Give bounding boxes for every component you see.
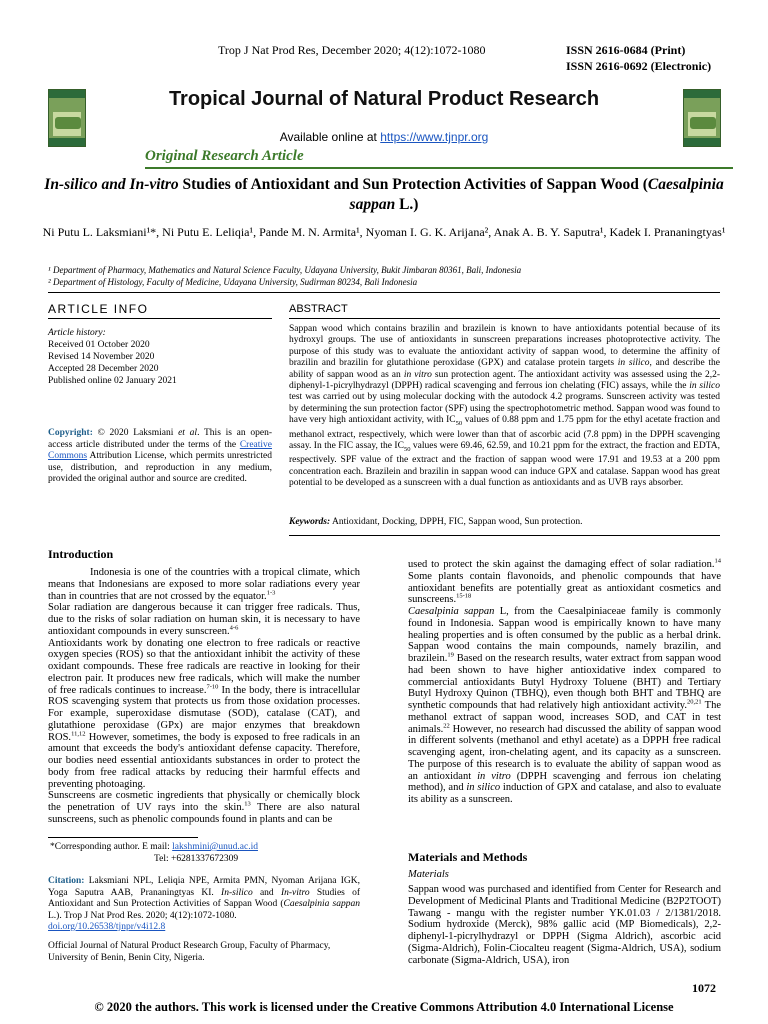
header-divider bbox=[145, 167, 733, 169]
paper-title: In-silico and In-vitro Studies of Antioxidant and Sun Protection Activities of Sappan Wood (Caesalpinia sappan L.) bbox=[44, 176, 724, 213]
introduction-continued: used to protect the skin against the damaging effect of solar radiation.$^{14}$ Some plants contain flavonoids, and phenolic compounds that have antioxidant benefits are potentially great as antioxidant cosmetics and sunscreens.$^{15-18}$ Caesalpinia sappan L, from the Caesalpiniaceae family is commonly found in Indonesia. Sappan wood is empirically known to have many healing properties and is often consumed by the public as a herbal drink. Sappan wood contains the main compounds, namely brazilin, and brazilein.$^{19}$ Based on the research results, water extract from sappan wood had been shown to have higher antioxidative index compared to commercial antioxidants Butyl Hydroxy Toluene (BHT) and Tertiary Butyl Hydroxy Quinon (TBHQ), even though both BHT and TBHQ are synthetic compounds that had relatively high antioxidant activity.$^{20,21}$ The methanol extract of sappan wood, increases SOD, and CAT in test animals.$^{22}$ However, no research had discussed the ability of sappan wood in different solvents (methanol and ethyl acetate) as a DPPH free radical scavenging agent, iron-chelating agent, and its capacity as a sunscreen. The purpose of this research is to evaluate the ability of sappan wood as an antioxidant in vitro (DPPH scavenging and ferrous ion chelating method), and in silico induction of GPX and catalase, and also to evaluate its ability as a sunscreen. bbox=[408, 557, 722, 805]
article-history: Article history: Received 01 October 2020 Revised 14 November 2020 Accepted 28 December 2020 Published online 02 January 2021 bbox=[48, 328, 177, 386]
citation-block: Citation: Laksmiani NPL, Leliqia NPE, Armita PMN, Nyoman Arijana IGK, Yoga Saputra AAB, Prananingtyas KI. In-silico and In-vitro Studies of Antioxidant and Sun Protection Activities of Sappan Wood (Caesalpinia sappan L.). Trop J Nat Prod Res. 2020; 4(12):1072-1080. doi.org/10.26538/tjnpr/v4i12.8 bbox=[48, 876, 361, 932]
page-number: 1072 bbox=[692, 981, 716, 995]
article-info-heading: ARTICLE INFO bbox=[48, 302, 149, 316]
affiliation-1: ¹ Department of Pharmacy, Mathematics and Natural Science Faculty, Udayana University, Bukit Jimbaran 80361, Bali, Indonesia bbox=[48, 265, 522, 275]
footnote-divider bbox=[48, 837, 198, 838]
doi-link[interactable]: doi.org/10.26538/tjnpr/v4i12.8 bbox=[48, 922, 166, 932]
journal-title: Tropical Journal of Natural Product Research bbox=[168, 88, 600, 110]
affiliation-2: ² Department of Histology, Faculty of Medicine, Udayana University, Sudirman 80234, Bali Indonesia bbox=[48, 277, 418, 287]
introduction-text: Indonesia is one of the countries with a tropical climate, which means that Indonesians are exposed to more solar radiations every year than in countries that are not crossed by the equator.$^{1-3}$ Solar radiation are dangerous because it can trigger free radicals. Thus, due to the risks of solar radiation on human skin, it is necessary to have antioxidant compounds in every sunscreen.$^{4-6}$ Antioxidants work by donating one electron to free radicals or reactive oxygen species (ROS) so that the antioxidant inhibit the activity of these oxidant compounds. These free radicals are reactive in looking for their electron pair. It produces new free radicals, which will make the number of free radicals continues to increase.$^{7-10}$ In the body, there is intracellular ROS scavenging system that protects us from those oxidation processes. For example, superoxidase dismutase (SOD), catalase (CAT), and glutathione peroxidase (GPx) are major enzymes that breakdown ROS.$^{11,12}$ However, sometimes, the body is exposed to free radicals in an amount that exceeds the body's antioxidant defense capacity. Therefore, our bodies need essential antioxidants substances in order to protect the body from free radical attacks by reducing their harmful effects and preventing photoaging. Sunscreens are cosmetic ingredients that physically or chemically block the penetration of UV rays into the skin.$^{13}$ There are also natural sunscreens, such as phenolic compounds found in plants and can be bbox=[48, 567, 361, 825]
article-type: Original Research Article bbox=[145, 148, 304, 164]
available-online: Available online at https://www.tjnpr.org bbox=[279, 130, 489, 144]
materials-heading: Materials bbox=[408, 869, 449, 880]
methods-heading: Materials and Methods bbox=[408, 850, 528, 864]
divider bbox=[289, 535, 720, 536]
issn-electronic: ISSN 2616-0692 (Electronic) bbox=[566, 59, 712, 73]
license-notice: © 2020 the authors. This work is licensed under the Creative Commons Attribution 4.0 International License bbox=[94, 1000, 674, 1014]
introduction-heading: Introduction bbox=[48, 547, 114, 561]
official-journal-note: Official Journal of Natural Product Research Group, Faculty of Pharmacy, University of Benin, Benin City, Nigeria. bbox=[48, 941, 331, 963]
author-list: Ni Putu L. Laksmiani¹*, Ni Putu E. Leliqia¹, Pande M. N. Armita¹, Nyoman I. G. K. Arijana², Anak A. B. Y. Saputra¹, Kadek I. Prananingtyas¹ bbox=[42, 225, 726, 239]
copyright-notice: Copyright: © 2020 Laksmiani et al. This is an open-access article distributed under the terms of the Creative Commons Attribution License, which permits unrestricted use, distribution, and reproduction in any medium, provided the original author and source are credited. bbox=[48, 428, 272, 484]
keywords: Keywords: Antioxidant, Docking, DPPH, FIC, Sappan wood, Sun protection. bbox=[289, 517, 583, 527]
divider bbox=[289, 318, 720, 319]
abstract-text: Sappan wood which contains brazilin and brazilein is known to have antioxidants potential because of its hydroxyl groups. The use of antioxidants in sunscreen preparations increases photoprotective activity. The purpose of this study was to evaluate the antioxidant activity of sappan wood, to determine the affinity of brazilin and brazilin for glutathione peroxidase (GPX) and catalase protein targets in silico, and describe the ability of sappan wood as an in vitro sun protection agent. The antioxidant activity was assessed using the 2,2-diphenyl-1-picrylhydrazyl (DPPH) radical scavenging and ferrous ion chelating (FIC) assays, while the in silico test was carried out by using molecular docking with the autodock 4.2 programs. Sunscreen activity was tested by determining the sun protection factor (SPF) using the spectrophotometric method. Sappan wood was found to have very high antioxidant activity, with $IC_{50}$ values of 0.88 ppm and 1.75 ppm for the ethyl acetate fraction and methanol extract, respectively, which were lower than that of ascorbic acid (7.8 ppm) in the DPPH scavenging assay. In the FIC assay, the $IC_{50}$ values were 69.46, 62.59, and 10.21 ppm for the extract, the fraction and EDTA, respectively. SPF value of the extract and the fraction of sappan wood were 17.91 and 19.53 at a 200 ppm concentration each. Brazilein and brazilin in sappan wood can induce GPX and catalase. Sappan wood has great potential to be developed as a sunscreen with a dual function as antioxidants and as UVB rays absorber. bbox=[289, 324, 721, 489]
divider bbox=[48, 318, 272, 319]
abstract-heading: ABSTRACT bbox=[289, 303, 348, 315]
author-email-link[interactable]: lakshmini@unud.ac.id bbox=[172, 842, 258, 852]
journal-url-link[interactable]: https://www.tjnpr.org bbox=[380, 130, 489, 144]
creative-commons-link[interactable]: Creative Commons bbox=[48, 439, 272, 461]
divider bbox=[48, 292, 720, 293]
materials-text: Sappan wood was purchased and identified from Center for Research and Development of Medicinal Plants and Traditional Medicine (B2P2TOOT) Tawang - mangu with the register number YK.01.03 / 2/1381/2018. Sodium hydroxide (Merck), 98% gallic acid (MP Biomedicals), 2,2-diphenyl-1-picrylhydrazyl or DPPH (Sigma Aldrich), ascorbic acid (Sigma-Aldrich), Folin-Ciocalteu reagent (Sigma-Aldrich, USA), sodium carbonate (Sigma-Aldrich, USA), iron bbox=[408, 884, 721, 966]
issn-print: ISSN 2616-0684 (Print) bbox=[566, 43, 686, 57]
corresponding-author: *Corresponding author. E mail: lakshmini@unud.ac.id Tel: +6281337672309 bbox=[50, 842, 258, 864]
